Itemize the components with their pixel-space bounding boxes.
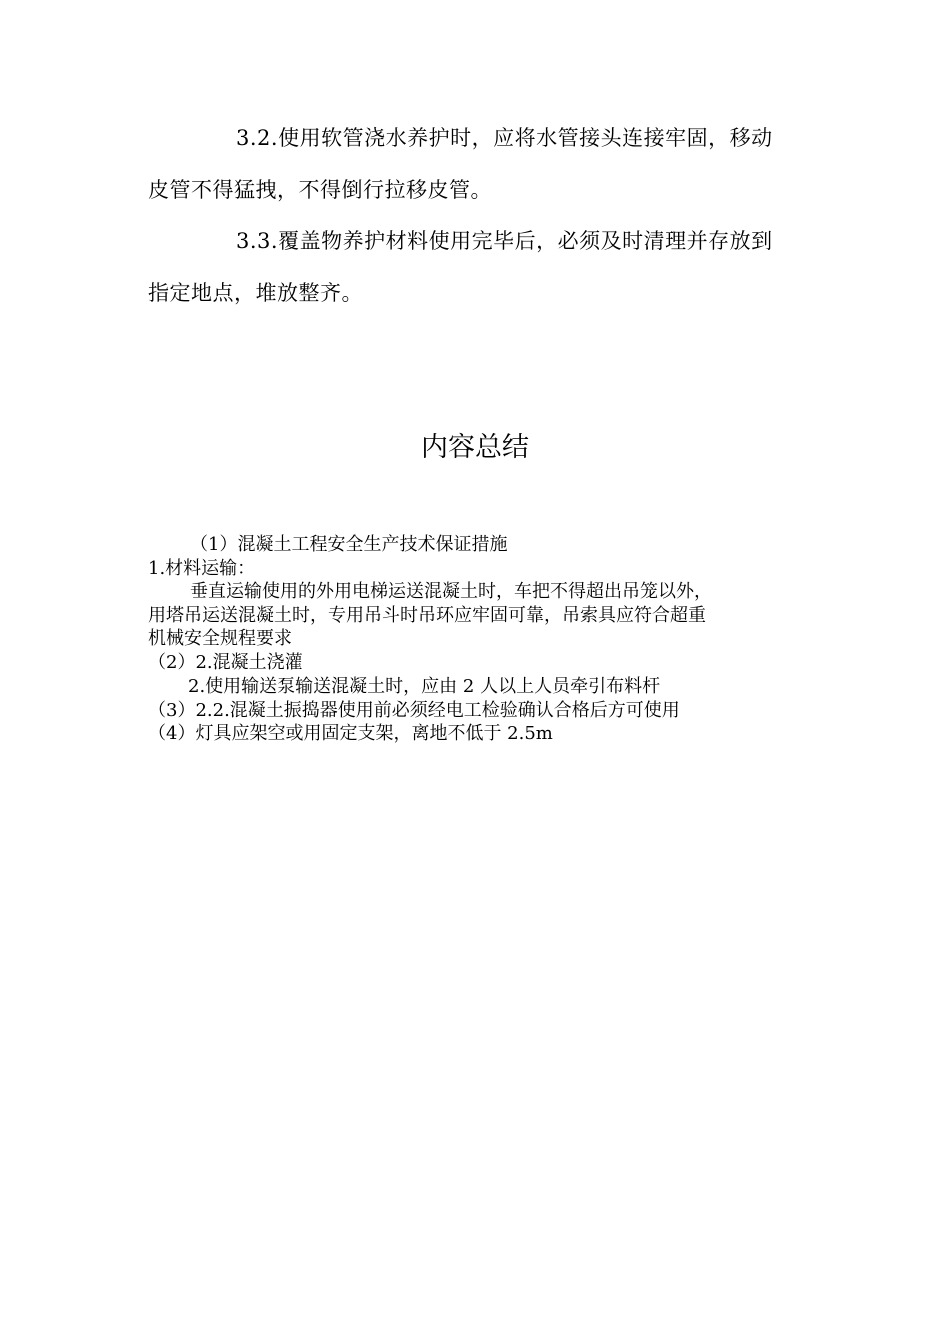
paragraph-line bbox=[148, 112, 788, 164]
summary-title: 内容总结 bbox=[421, 432, 529, 463]
summary-line: 用塔吊运送混凝土时，专用吊斗时吊环应牢固可靠，吊索具应符合超重 bbox=[148, 605, 706, 626]
paragraph-line bbox=[148, 267, 788, 319]
paragraph-line bbox=[148, 164, 788, 216]
paragraph-text: 3.2.使用软管浇水养护时，应将水管接头连接牢固，移动 bbox=[236, 126, 773, 150]
paragraph-text: 皮管不得猛拽，不得倒行拉移皮管。 bbox=[148, 178, 492, 202]
paragraph-line bbox=[148, 215, 788, 267]
paragraph-text: 3.3.覆盖物养护材料使用完毕后，必须及时清理并存放到 bbox=[236, 229, 773, 253]
summary-line: 2.使用输送泵输送混凝土时，应由 2 人以上人员牵引布料杆 bbox=[188, 676, 661, 697]
summary-line: （4）灯具应架空或用固定支架，离地不低于 2.5m bbox=[148, 723, 553, 744]
summary-line: （1）混凝土工程安全生产技术保证措施 bbox=[190, 534, 508, 555]
paragraph-text: 指定地点，堆放整齐。 bbox=[148, 281, 363, 305]
summary-line: 机械安全规程要求 bbox=[148, 628, 292, 649]
paragraph-3-3 bbox=[148, 215, 788, 319]
summary-line: 1.材料运输： bbox=[148, 558, 256, 579]
summary-line: （3）2.2.混凝土振捣器使用前必须经电工检验确认合格后方可使用 bbox=[148, 700, 680, 721]
summary-line: 垂直运输使用的外用电梯运送混凝土时，车把不得超出吊笼以外， bbox=[190, 581, 712, 602]
paragraph-3-2 bbox=[148, 112, 788, 216]
summary-line: （2）2.混凝土浇灌 bbox=[148, 652, 303, 673]
